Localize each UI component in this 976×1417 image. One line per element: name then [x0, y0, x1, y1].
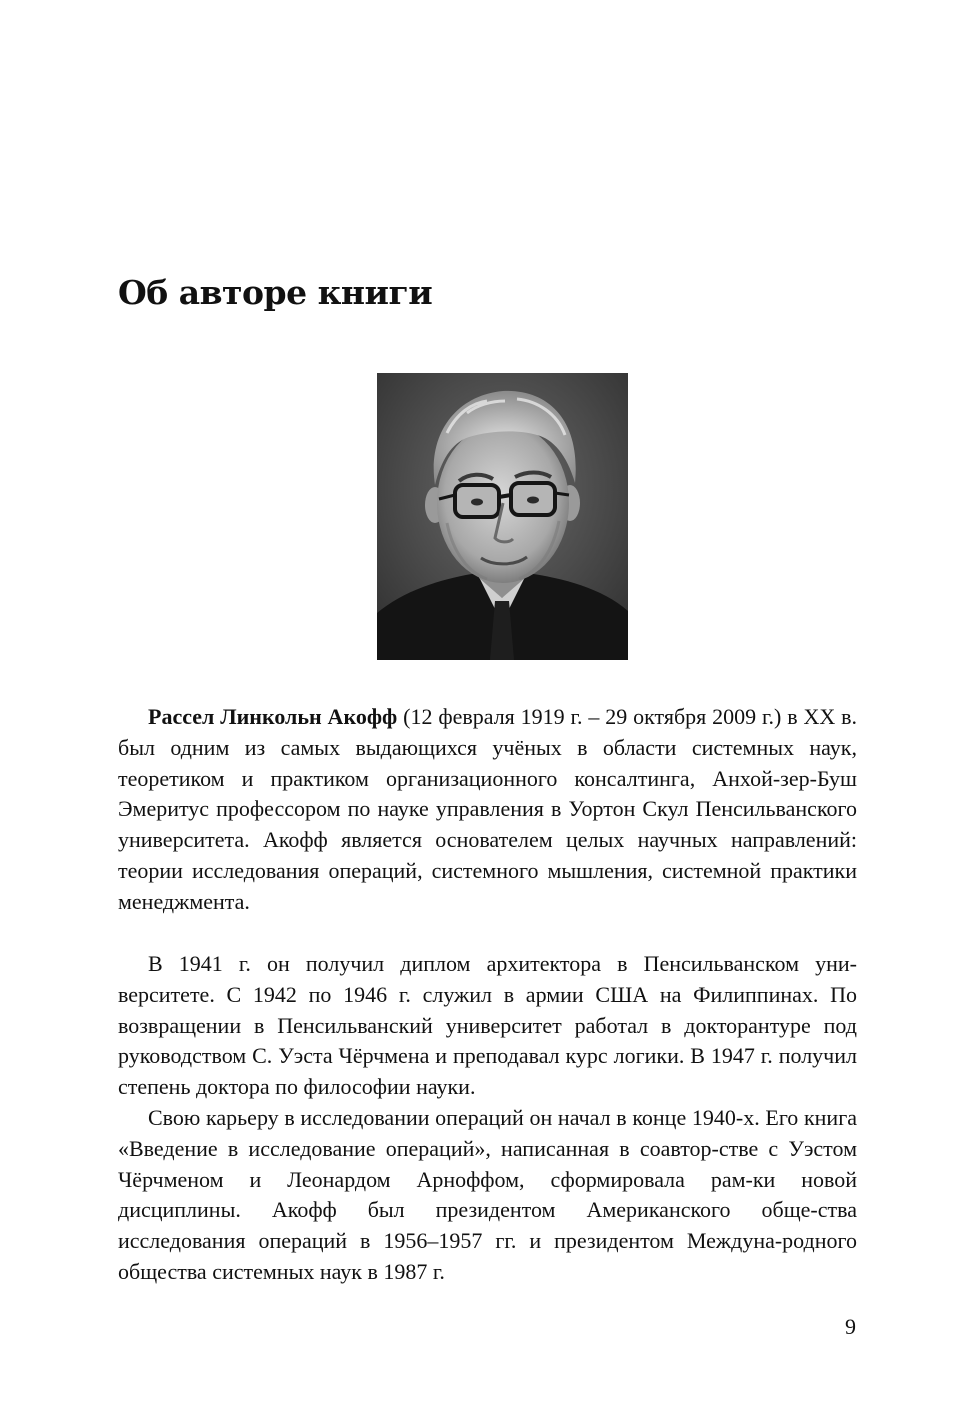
bio-paragraph: Свою карьеру в исследовании операций он начал в конце 1940-х. Его книга «Введение в исследование операций», написанная в соавтор-стве с Уэстом Чёрчменом и Леонардом Арноффом, сформировала рам-ки новой дисциплины. Акофф был президентом Американского обще-ства исследования операций в 1956–1957 гг. и президентом Междуна-родного общества системных наук в 1987 г.	[118, 1104, 857, 1284]
bio-block-1	[118, 702, 857, 918]
bio-paragraph: В 1941 г. он получил диплом архитектора в Пенсильванском уни-верситете. С 1942 по 1946 г. служил в армии США на Филиппинах. По возвращении в Пенсильванский университет работал в докторантуре под руководством С. Уэста Чёрчмена и преподавал курс логики. В 1947 г. получил степень доктора по философии науки.	[118, 951, 857, 1100]
bio-block-2	[118, 949, 857, 1288]
bio-paragraph-text: (12 февраля 1919 г. – 29 октября 2009 г.) в XX в. был одним из самых выдающихся учёных в области системных наук, теоретиком и практиком организационного консалтинга, Анхой-зер-Буш Эмеритус профессором по науке управления в Уортон Скул Пенсильванского университета. Акофф является основателем целых научных направлений: теории исследования операций, системного мышления, системной практики менеджмента.	[118, 704, 857, 914]
author-name: Рассел Линкольн Акофф	[148, 704, 398, 729]
author-portrait	[377, 373, 628, 660]
page-title: Об авторе книги	[118, 273, 433, 312]
page-number: 9	[845, 1314, 856, 1339]
bio-paragraph	[118, 702, 857, 918]
